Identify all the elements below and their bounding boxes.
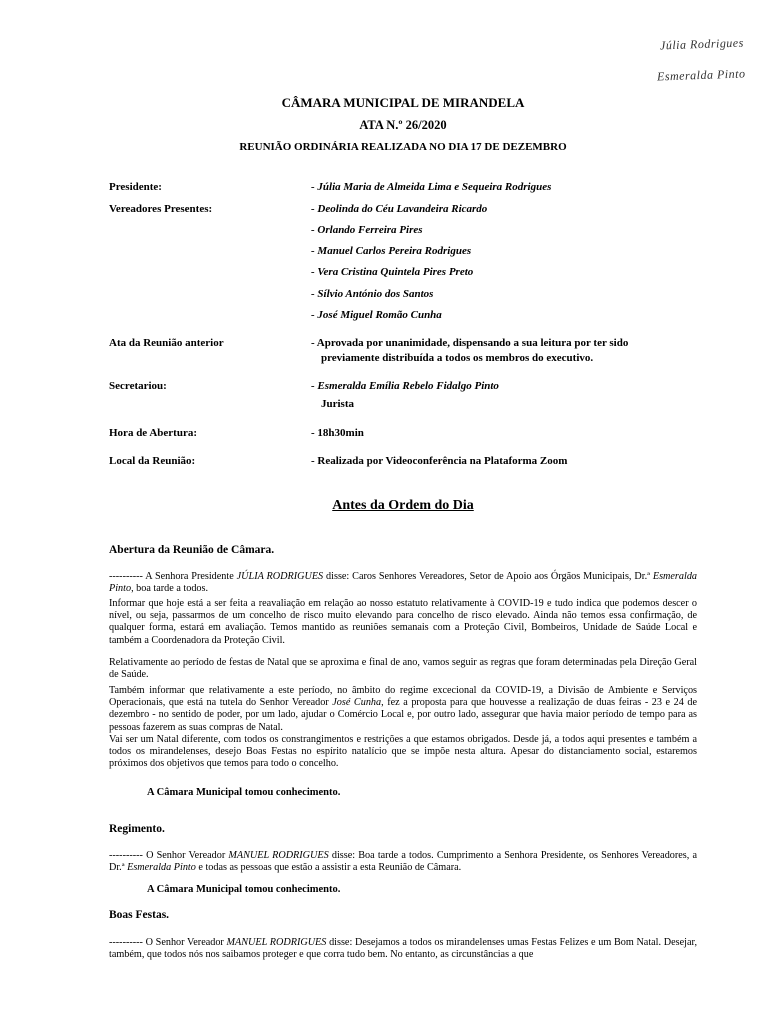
presidente-value: - Júlia Maria de Almeida Lima e Sequeira Rodrigues bbox=[311, 181, 552, 193]
document-title: CÂMARA MUNICIPAL DE MIRANDELA bbox=[281, 95, 525, 110]
secretariou-role: Jurista bbox=[321, 398, 354, 410]
vereador-item: - Orlando Ferreira Pires bbox=[311, 224, 423, 236]
vereador-item: - Manuel Carlos Pereira Rodrigues bbox=[311, 245, 472, 257]
abertura-heading: Abertura da Reunião de Câmara. bbox=[109, 544, 275, 556]
vereador-item: - José Miguel Romão Cunha bbox=[311, 309, 442, 321]
local-value: - Realizada por Videoconferência na Plataforma Zoom bbox=[311, 455, 568, 467]
presidente-label: Presidente: bbox=[109, 181, 162, 193]
vereador-item: - Sílvio António dos Santos bbox=[311, 288, 434, 300]
signature-secretaria: Esmeralda Pinto bbox=[656, 66, 746, 84]
ata-anterior-label: Ata da Reunião anterior bbox=[109, 337, 224, 349]
ata-anterior-value: - Aprovada por unanimidade, dispensando a sua leitura por ter sido bbox=[311, 337, 629, 349]
abertura-paragraph: Vai ser um Natal diferente, com todos os constrangimentos e restrições a que estamos obrigados. Desde já, a todos aqui presentes e também a todos os mirandelenses, desejo Boas Festas no espírito natalício que se impõe nesta altura. Apesar do distanciamento social, estaremos próximos dos objetivos que temos para todo o concelho. bbox=[109, 734, 697, 770]
local-label: Local da Reunião: bbox=[109, 455, 196, 467]
section-title: Antes da Ordem do Dia bbox=[332, 498, 474, 513]
ata-number: ATA N.º 26/2020 bbox=[359, 118, 447, 132]
ata-anterior-value-cont: previamente distribuída a todos os membros do executivo. bbox=[321, 352, 594, 364]
abertura-paragraph: ---------- A Senhora Presidente JÚLIA RODRIGUES disse: Caros Senhores Vereadores, Setor de Apoio aos Órgãos Municipais, Dr.ª Esmeralda Pinto, boa tarde a todos. bbox=[109, 571, 698, 595]
secretariou-label: Secretariou: bbox=[109, 380, 167, 392]
meeting-subtitle: REUNIÃO ORDINÁRIA REALIZADA NO DIA 17 DE DEZEMBRO bbox=[239, 141, 567, 153]
hora-label: Hora de Abertura: bbox=[109, 427, 197, 439]
abertura-paragraph: Informar que hoje está a ser feita a reavaliação em relação ao nosso estatuto relativamente à COVID-19 e tudo indica que podemos descer o nível, ou seja, passarmos de um concelho de risco muito elevando para concelho de risco elevado. Ainda não temos essa confirmação, de qualquer forma, estará em avaliação. Temos mantido as reuniões semanais com a Proteção Civil, Bombeiros, Unidade de Saúde Local e também a Coordenadora da Proteção Civil. bbox=[109, 598, 697, 646]
boas-festas-paragraph: ---------- O Senhor Vereador MANUEL RODRIGUES disse: Desejamos a todos os mirandelenses umas Festas Felizes e um Bom Natal. Desejar, também, que todos nós nos saibamos proteger e que corra tudo bem. No entanto, as circunstâncias a que bbox=[109, 937, 698, 961]
regimento-note: A Câmara Municipal tomou conhecimento. bbox=[147, 884, 341, 895]
vereador-item: - Vera Cristina Quintela Pires Preto bbox=[311, 266, 474, 278]
boas-festas-heading: Boas Festas. bbox=[109, 909, 170, 921]
regimento-paragraph: ---------- O Senhor Vereador MANUEL RODRIGUES disse: Boa tarde a todos. Cumprimento a Senhora Presidente, os Senhores Vereadores, a Dr.ª Esmeralda Pinto e todas as pessoas que estão a assistir a esta Reunião de Câmara. bbox=[109, 850, 697, 874]
abertura-paragraph: Também informar que relativamente a este período, no âmbito do regime excecional da COVID-19, a Divisão de Ambiente e Serviços Operacionais, que está na tutela do Senhor Vereador José Cunha, fez a proposta para que houvesse a realização de duas feiras - 23 e 24 de dezembro - no sentido de poder, por um lado, ajudar o Comércio Local e, por outro lado, assegurar que havia maior período de tempo para as pessoas fazerem as suas compras de Natal. bbox=[109, 685, 697, 733]
vereador-item: - Deolinda do Céu Lavandeira Ricardo bbox=[311, 203, 488, 215]
hora-value: - 18h30min bbox=[311, 427, 364, 439]
abertura-paragraph: Relativamente ao período de festas de Natal que se aproxima e final de ano, vamos seguir as regras que foram determinadas pela Direção Geral de Saúde. bbox=[109, 657, 697, 681]
regimento-heading: Regimento. bbox=[109, 823, 165, 835]
signature-presidente: Júlia Rodrigues bbox=[659, 35, 745, 53]
abertura-note: A Câmara Municipal tomou conhecimento. bbox=[147, 787, 341, 798]
vereadores-label: Vereadores Presentes: bbox=[109, 203, 213, 215]
secretariou-value: - Esmeralda Emília Rebelo Fidalgo Pinto bbox=[311, 380, 499, 392]
